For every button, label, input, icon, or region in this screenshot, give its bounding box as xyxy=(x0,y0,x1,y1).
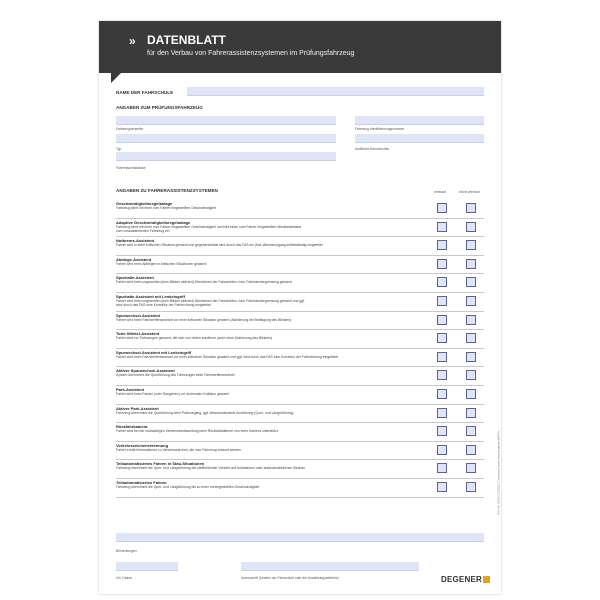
plate-field[interactable] xyxy=(355,134,484,143)
checkbox-installed[interactable] xyxy=(437,389,447,399)
assistance-system-row xyxy=(116,257,479,266)
assistance-system-description: Fahrer erhält Informationen zu Verkehrszeichen, die vom Fahrzeug erkannt werden xyxy=(116,447,241,452)
assistance-system-description: wird durch das FAS eine Korrektur der Fahrtrichtung eingeleitet xyxy=(116,303,211,308)
checkbox-not-installed[interactable] xyxy=(466,259,476,269)
signature-field[interactable] xyxy=(241,562,419,571)
column-header-not-installed: nicht verbaut xyxy=(459,190,480,194)
checkbox-not-installed[interactable] xyxy=(466,408,476,418)
assistance-system-title: Spurhalte-Assistent xyxy=(116,275,154,281)
plate-label: Amtliches Kennzeichen xyxy=(355,147,390,151)
assistance-system-description: Fahrzeug fährt mit einer vom Fahrer eingestellten Geschwindigkeit xyxy=(116,206,216,210)
assistance-system-row xyxy=(116,331,479,340)
assistance-system-row xyxy=(116,406,479,415)
checkbox-not-installed[interactable] xyxy=(466,370,476,380)
row-divider xyxy=(116,218,484,219)
assistance-system-title: Park-Assistent xyxy=(116,387,145,392)
assistance-system-row xyxy=(116,461,479,470)
checkbox-installed[interactable] xyxy=(437,296,447,306)
checkbox-not-installed[interactable] xyxy=(466,240,476,250)
logo-mark-icon xyxy=(483,576,490,583)
vin-field[interactable] xyxy=(355,116,484,125)
school-name-label: NAME DER FAHRSCHULE xyxy=(116,90,174,95)
remarks-label: Bemerkungen xyxy=(116,549,137,553)
row-divider xyxy=(116,255,484,256)
row-divider xyxy=(116,329,484,330)
checkbox-not-installed[interactable] xyxy=(466,445,476,455)
row-divider xyxy=(116,366,484,367)
row-divider xyxy=(116,348,484,349)
type-field[interactable] xyxy=(116,134,336,143)
school-name-field[interactable] xyxy=(187,87,484,96)
checkbox-not-installed[interactable] xyxy=(466,482,476,492)
row-divider xyxy=(116,292,484,293)
manufacturer-label: Fahrzeughersteller xyxy=(116,127,144,131)
manufacturer-field[interactable] xyxy=(116,116,336,125)
assistance-system-row xyxy=(116,220,479,234)
page-title: DATENBLATT xyxy=(147,33,226,47)
checkbox-not-installed[interactable] xyxy=(466,315,476,325)
checkbox-installed[interactable] xyxy=(437,277,447,287)
assistance-system-description: Fahrzeug übernimmt die Quer- und Längsführung bis zu einer voreingestellten Geschwindigkeit xyxy=(116,485,260,489)
assistance-system-description: Fahrer wird beim Abbiegen in kritischen Situationen gewarnt xyxy=(116,261,207,266)
assistance-system-row xyxy=(116,387,479,396)
assistance-system-title: Notbrems-Assistent xyxy=(116,238,155,244)
checkbox-not-installed[interactable] xyxy=(466,352,476,362)
document-side-note: B-S-Nr. 2018 | 12/2023 | Download unter www.degener.de/FAS xyxy=(497,431,501,515)
assistance-system-description: Fahrer wird bei der rückwärtigen Verkehrsbeobachtung beim Rückwärtsfahren von einer Kamera unterstützt xyxy=(116,429,278,434)
page-subtitle: für den Verbau von Fahrerassistenzsystemen im Prüfungsfahrzeug xyxy=(147,50,355,57)
row-divider xyxy=(116,385,484,386)
column-header-installed: verbaut xyxy=(434,190,446,194)
row-divider xyxy=(116,273,484,274)
checkbox-not-installed[interactable] xyxy=(466,203,476,213)
row-divider xyxy=(116,478,484,479)
assistance-system-title: Teilautomatisiertes Fahren xyxy=(116,480,167,485)
assistance-system-description: Fahrer wird beim Parken (oder Rangieren) vor drohenden Kollision gewarnt xyxy=(116,392,230,396)
checkbox-installed[interactable] xyxy=(437,259,447,269)
logo-text: DEGENER xyxy=(441,575,482,584)
checkbox-installed[interactable] xyxy=(437,333,447,343)
checkbox-installed[interactable] xyxy=(437,445,447,455)
vin-label: Fahrzeug-Identifizierungsnummer xyxy=(355,127,405,131)
vehicle-section-title: ANGABEN ZUM PRÜFUNGSFAHRZEUG xyxy=(116,105,203,110)
assistance-system-row xyxy=(116,443,479,452)
assistance-system-row xyxy=(116,350,479,359)
license-class-label: Fahrerlaubnisklasse xyxy=(116,166,146,170)
type-label: Typ xyxy=(116,147,122,151)
degener-logo xyxy=(441,575,490,584)
assistance-system-row xyxy=(116,313,479,322)
remarks-field[interactable] xyxy=(116,533,484,542)
assistance-system-row xyxy=(116,275,479,284)
assistance-system-title: Geschwindigkeitsregelanlage xyxy=(116,201,173,206)
assistance-system-title: Rückfahrkamera xyxy=(116,424,148,430)
row-divider xyxy=(116,497,484,498)
header-banner xyxy=(99,21,501,73)
assistance-system-title: Abbiege-Assistent xyxy=(116,256,152,262)
assistance-system-description: Fahrer wird beim ungewollten (kein Blinker aktiviert) Überfahren der Fahrstreifen- bzw. Fahrbahnbegrenzung gewarnt xyxy=(116,280,292,285)
assistance-system-description: Fahrer wird vor Fahrzeugen gewarnt, die sich von hinten annähern (auch ohne Aktivierung des Blinkers) xyxy=(116,336,273,341)
checkbox-installed[interactable] xyxy=(437,408,447,418)
checkbox-not-installed[interactable] xyxy=(466,426,476,436)
row-divider xyxy=(116,422,484,423)
signature-label: Unterschrift (Inhaber der Fahrschule oder der Ausbildungsbetriebs) xyxy=(241,576,339,580)
row-divider xyxy=(116,236,484,237)
checkbox-not-installed[interactable] xyxy=(466,463,476,473)
checkbox-installed[interactable] xyxy=(437,463,447,473)
chevron-right-icon: » xyxy=(129,34,135,48)
assistance-system-row xyxy=(116,424,479,433)
place-date-label: Ort, Datum xyxy=(116,576,133,580)
license-class-field[interactable] xyxy=(116,152,336,161)
assistance-system-description: Fahrer wird in einer kritischen Situation gewarnt und gegebenenfalls wird durch das FAS ein (Not-)Bremsvorgang selbstständig eingeleitet xyxy=(116,243,323,248)
assistance-system-title: Aktiver Spurwechsel-Assistent xyxy=(116,368,175,374)
assistance-system-description: Fahrer wird beim ungewollten (kein Blinker aktiviert) Überfahren der Fahrstreifen- bzw. Fahrbahnbegrenzung gewarnt und ggf. xyxy=(116,299,306,303)
assistance-system-row xyxy=(116,294,479,308)
assistance-system-title: Spurwechsel-Assistent xyxy=(116,312,161,318)
assistance-system-title: Spurhalte-Assistent mit Lenkeingriff xyxy=(116,294,185,299)
row-divider xyxy=(116,404,484,405)
checkbox-installed[interactable] xyxy=(437,203,447,213)
assistance-system-title: Spurwechsel-Assistent mit Lenkeingriff xyxy=(116,349,192,355)
checkbox-installed[interactable] xyxy=(437,482,447,492)
systems-section-title: ANGABEN ZU FAHRERASSISTENZSYSTEMEN xyxy=(116,188,218,193)
row-divider xyxy=(116,441,484,442)
assistance-system-description: Fahrer wird beim Fahrstreifenwechsel vor einer kritischen Situation gewarnt und ggf. wird durch das FAS eine Korrektur der Fahrtrichtung eingeleitet xyxy=(116,354,339,359)
assistance-system-description: System übernimmt die Querführung des Fahrzeuges beim Fahrstreifenwechsel xyxy=(116,373,235,378)
assistance-system-row xyxy=(116,480,479,489)
row-divider xyxy=(116,459,484,460)
checkbox-not-installed[interactable] xyxy=(466,277,476,287)
assistance-system-description: Fahrzeug fährt mit einer vom Fahrer eingestellten Geschwindigkeit und hält einen vom Fahrer eingestellten Mindestabstand xyxy=(116,224,302,229)
checkbox-installed[interactable] xyxy=(437,426,447,436)
assistance-system-description: zum vorausfahrenden Fahrzeug ein xyxy=(116,229,170,233)
assistance-system-row xyxy=(116,368,479,377)
checkbox-installed[interactable] xyxy=(437,222,447,232)
assistance-system-title: Adaptive Geschwindigkeitsregelanlage xyxy=(116,219,191,225)
checkbox-not-installed[interactable] xyxy=(466,222,476,232)
checkbox-installed[interactable] xyxy=(437,370,447,380)
assistance-system-description: Fahrzeug übernimmt die Querführung beim Parkvorgang, ggf. teilautomatisierte Ausführung (Quer- und Längsführung) xyxy=(116,410,294,415)
datasheet-page xyxy=(99,21,501,594)
checkbox-not-installed[interactable] xyxy=(466,296,476,306)
assistance-system-title: Verkehrszeichenerkennung xyxy=(116,442,169,448)
assistance-system-title: Aktiver Park-Assistent xyxy=(116,405,159,411)
assistance-system-row xyxy=(116,201,479,210)
row-divider xyxy=(116,311,484,312)
header-tab-shape xyxy=(111,73,121,83)
checkbox-installed[interactable] xyxy=(437,315,447,325)
assistance-system-title: Teilautomatisiertes Fahren in Stau-Situationen xyxy=(116,461,205,467)
assistance-system-description: Fahrzeug übernimmt die Quer- und Längsführung bei zähfließender Verkehr auf Autobahnen oder autobahnähnlichen Straßen xyxy=(116,466,306,471)
checkbox-not-installed[interactable] xyxy=(466,333,476,343)
checkbox-installed[interactable] xyxy=(437,240,447,250)
assistance-system-row xyxy=(116,238,479,247)
place-date-field[interactable] xyxy=(116,562,178,571)
checkbox-installed[interactable] xyxy=(437,352,447,362)
assistance-system-title: Toter-Winkel-Assistent xyxy=(116,331,160,337)
assistance-system-description: Fahrer wird beim Fahrstreifenwechsel vor einer kritischen Situation gewarnt (Aktivierung bei Betätigung des Blinkers) xyxy=(116,317,292,322)
checkbox-not-installed[interactable] xyxy=(466,389,476,399)
